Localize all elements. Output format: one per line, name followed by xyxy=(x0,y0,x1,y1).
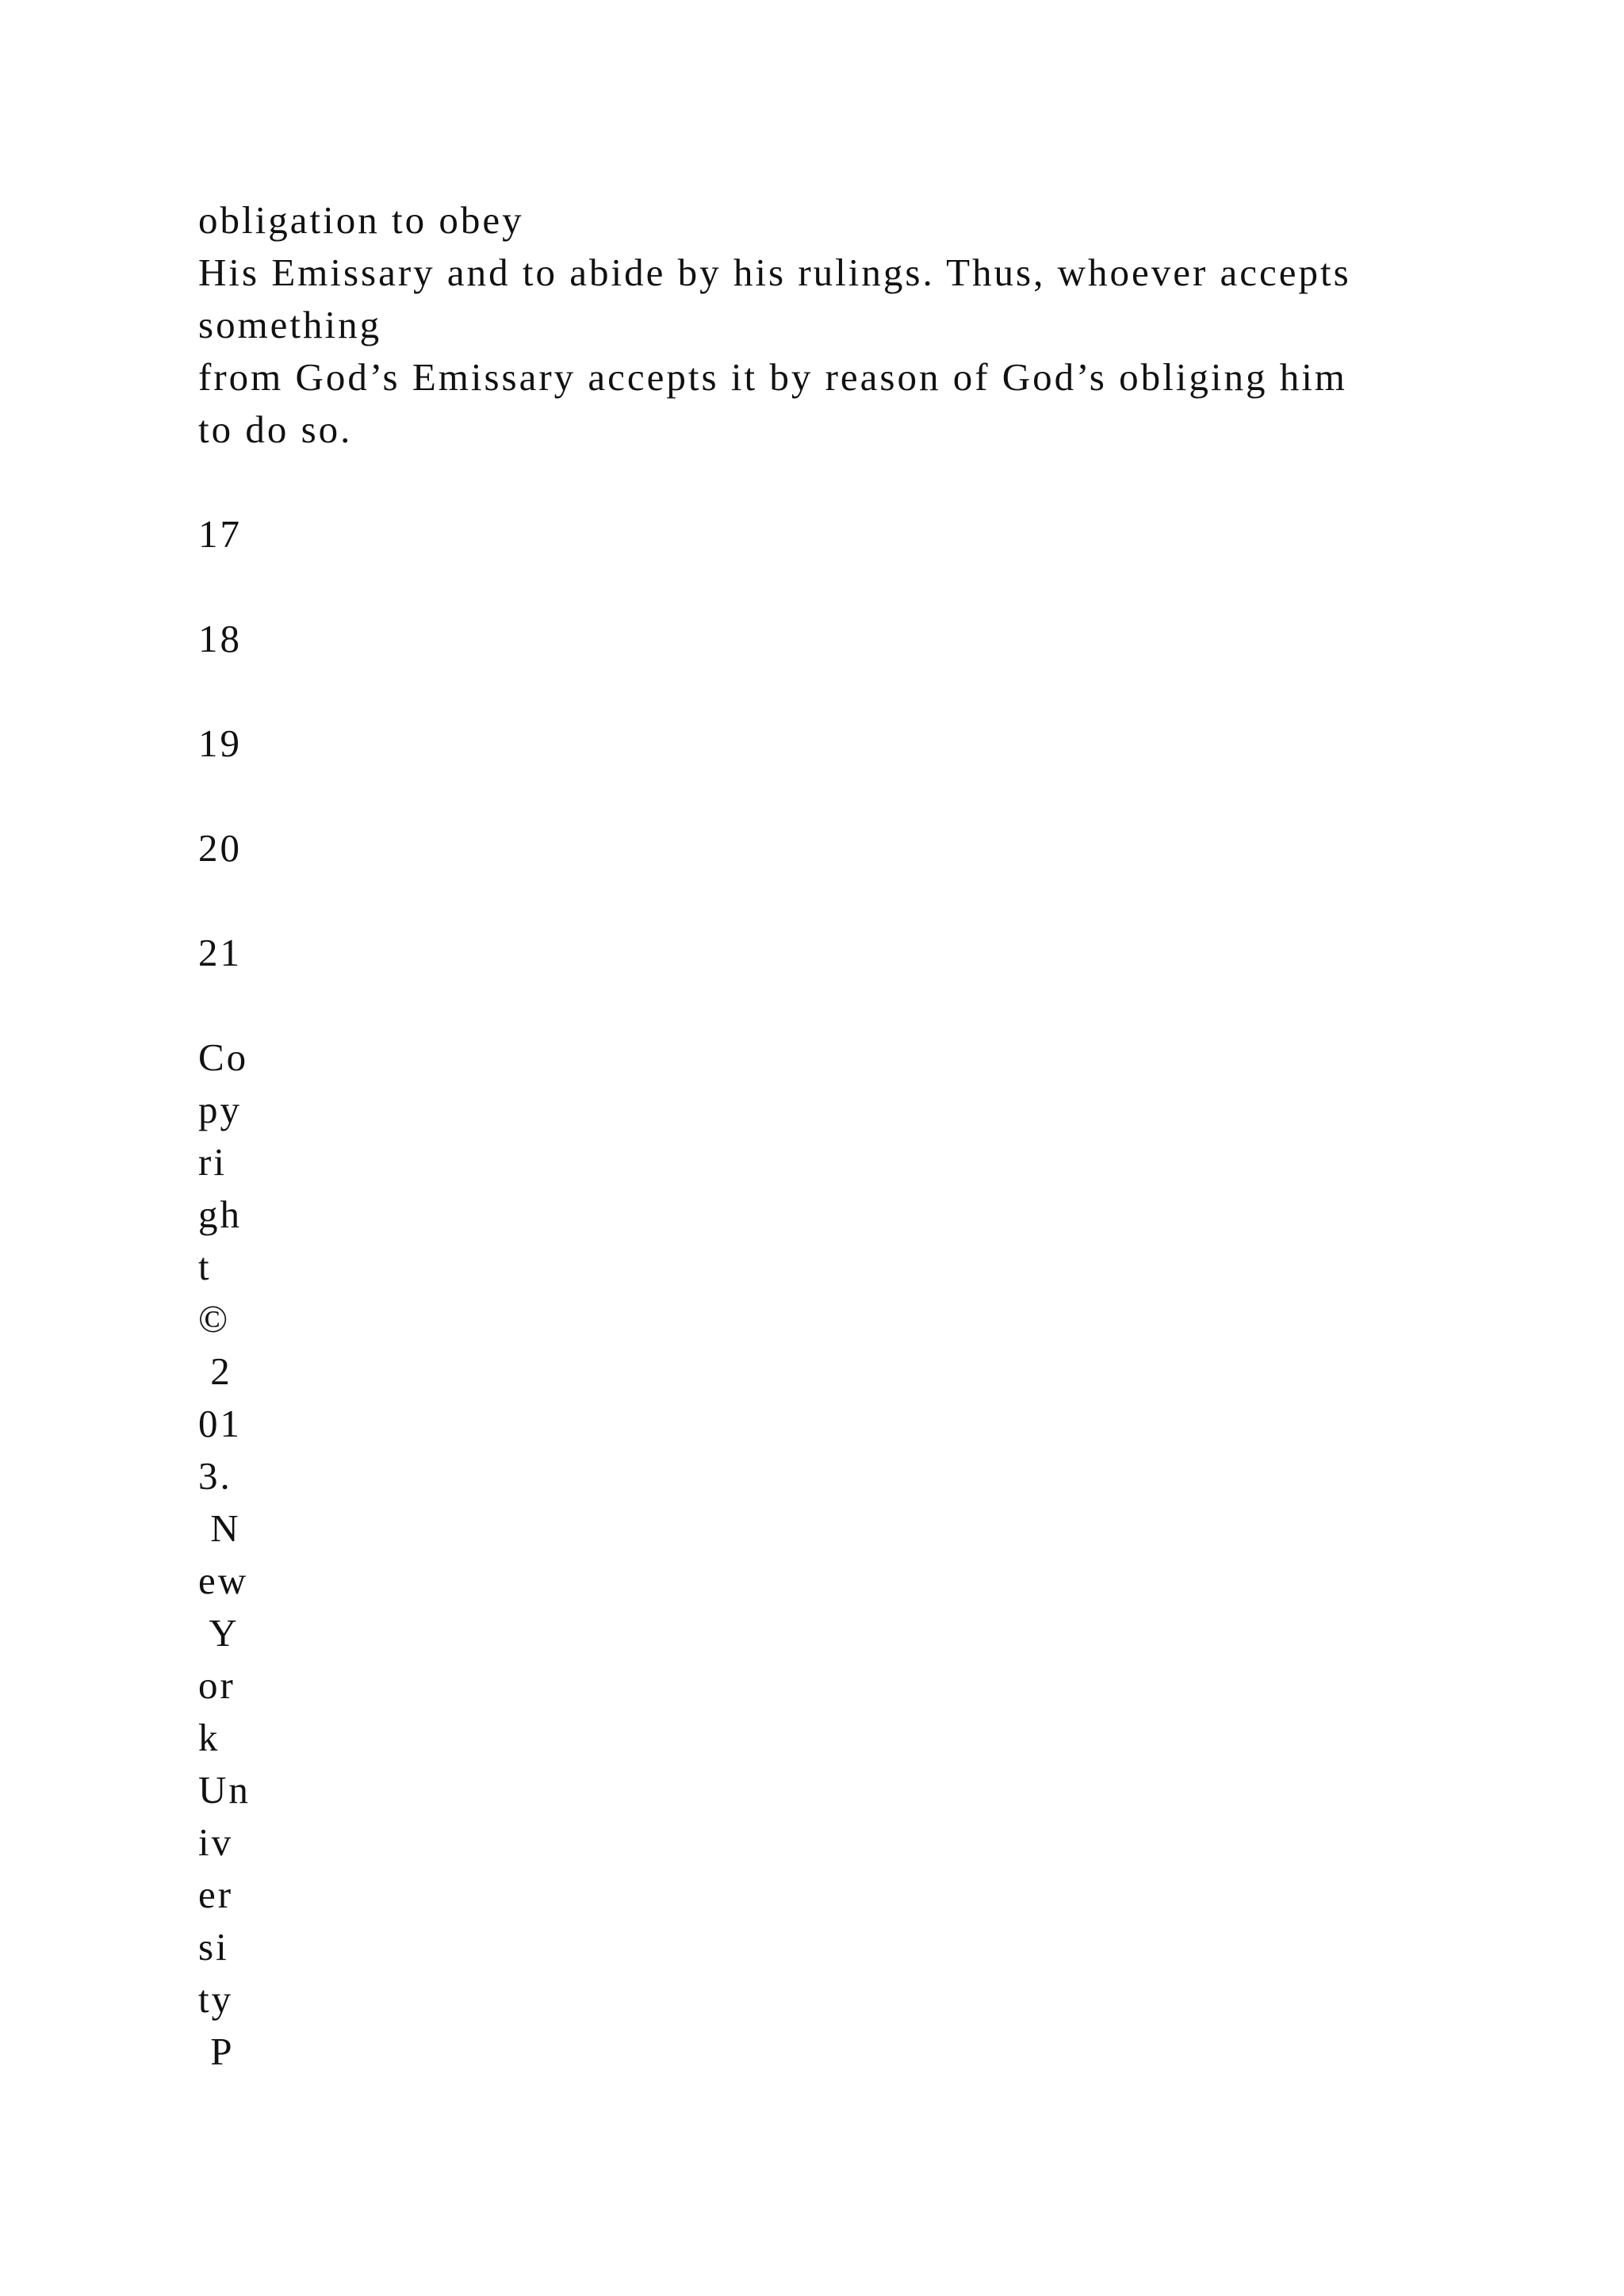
paragraph-line: to do so. xyxy=(198,408,353,451)
copyright-fragment: Co xyxy=(198,1035,249,1079)
copyright-fragment: 3. xyxy=(198,1454,232,1498)
line-number: 20 xyxy=(198,826,242,870)
copyright-fragment: Y xyxy=(198,1611,239,1655)
spacer xyxy=(198,770,1451,822)
line-number: 19 xyxy=(198,721,242,765)
paragraph-line: obligation to obey xyxy=(198,198,524,242)
paragraph-line: from God’s Emissary accepts it by reason of God’s obliging him xyxy=(198,355,1347,399)
copyright-fragment: ri xyxy=(198,1140,227,1184)
copyright-fragment: t xyxy=(198,1245,212,1288)
spacer xyxy=(198,874,1451,927)
copyright-fragment: py xyxy=(198,1088,242,1131)
spacer xyxy=(198,561,1451,613)
spacer xyxy=(198,456,1451,508)
copyright-fragment: 2 xyxy=(198,1349,232,1393)
copyright-fragment: 01 xyxy=(198,1402,242,1445)
paragraph-line: His Emissary and to abide by his rulings. Thus, whoever accepts xyxy=(198,251,1351,294)
spacer xyxy=(198,979,1451,1031)
copyright-fragment: Un xyxy=(198,1768,251,1812)
copyright-fragment: or xyxy=(198,1663,236,1707)
copyright-notice-vertical xyxy=(198,1031,1451,2078)
copyright-fragment: k xyxy=(198,1716,220,1759)
copyright-fragment: © xyxy=(198,1297,231,1341)
copyright-fragment: iv xyxy=(198,1820,234,1864)
paragraph-line: something xyxy=(198,303,382,346)
copyright-fragment: er xyxy=(198,1873,234,1916)
copyright-fragment: gh xyxy=(198,1192,242,1236)
document-text xyxy=(198,194,1451,2078)
copyright-fragment: si xyxy=(198,1925,229,1969)
copyright-fragment: N xyxy=(198,1506,241,1550)
line-number: 18 xyxy=(198,617,242,660)
line-number-list xyxy=(198,508,1451,979)
body-paragraph xyxy=(198,194,1451,456)
line-number: 21 xyxy=(198,931,242,974)
copyright-fragment: P xyxy=(198,2030,235,2073)
copyright-fragment: ew xyxy=(198,1559,249,1602)
line-number: 17 xyxy=(198,512,242,556)
spacer xyxy=(198,665,1451,718)
copyright-fragment: ty xyxy=(198,1977,234,2021)
